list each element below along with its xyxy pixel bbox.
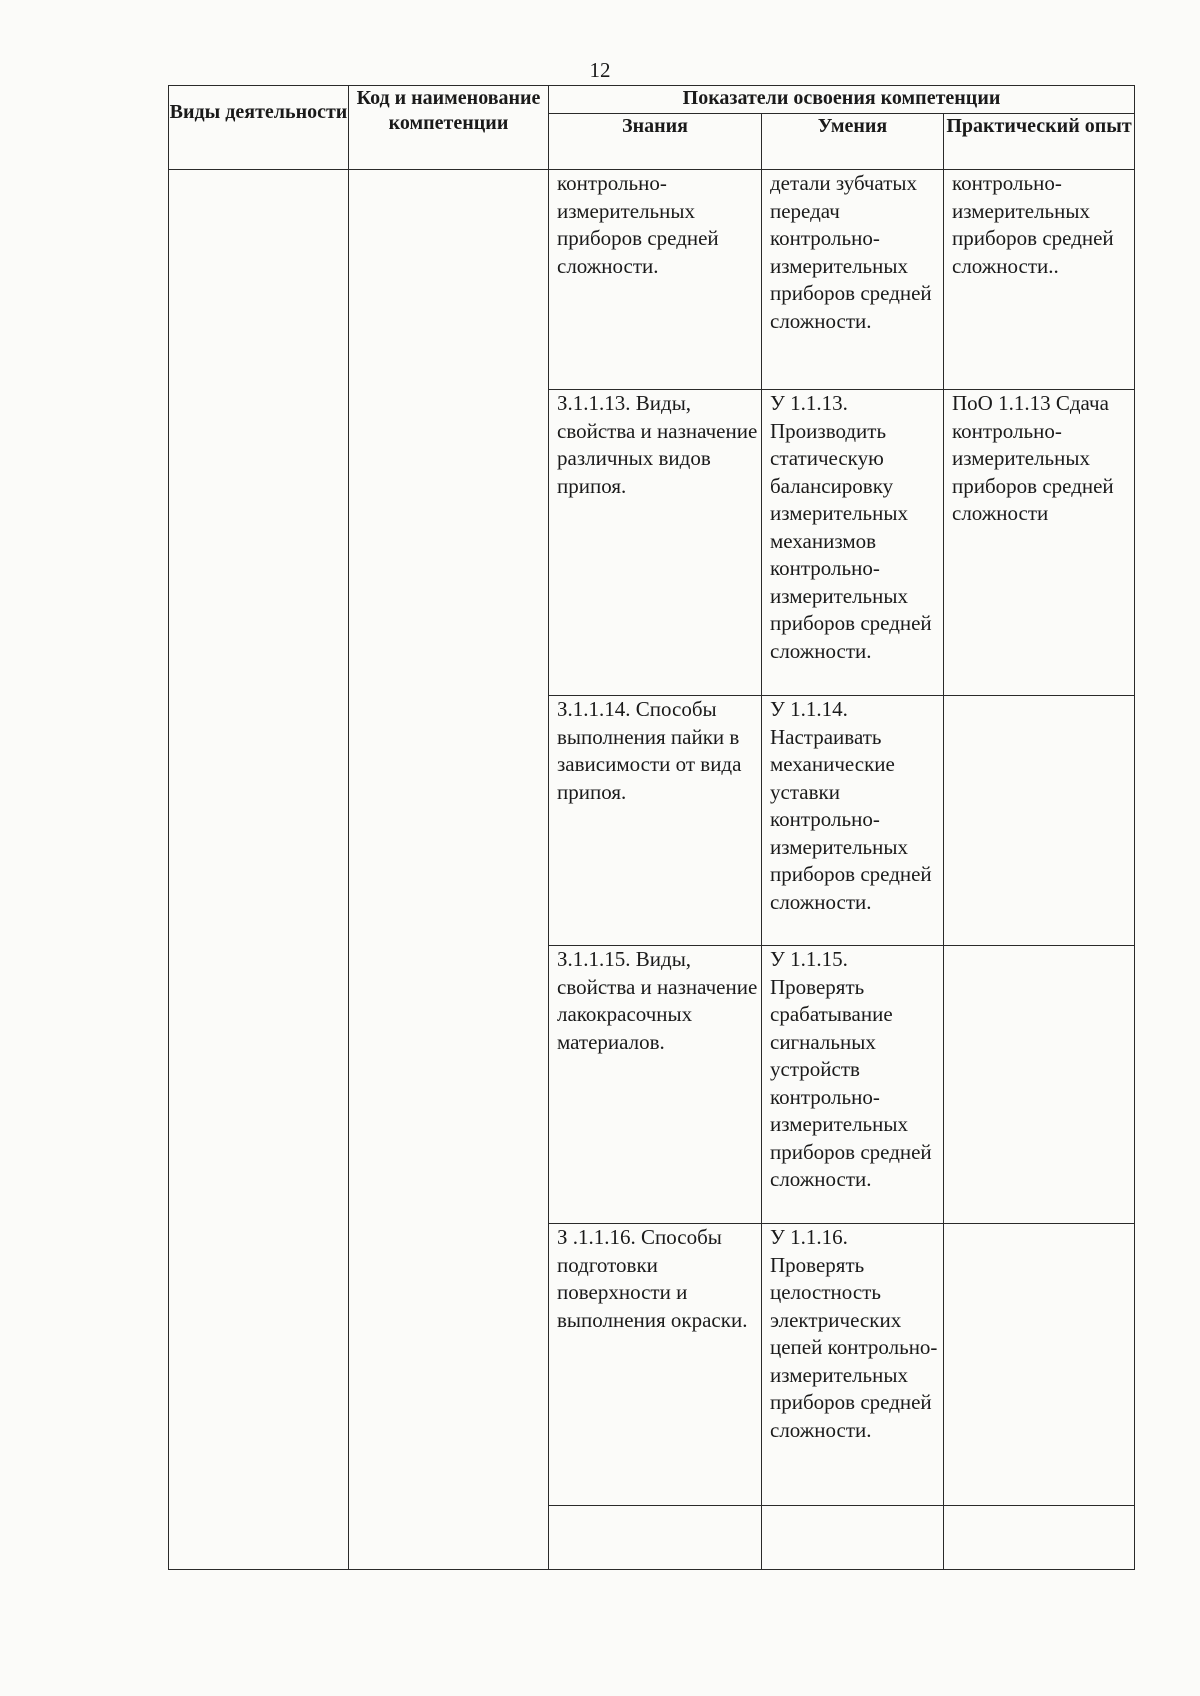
knowledge-cell: З .1.1.16. Способы подготовки поверхности и выполнения окраски. bbox=[549, 1224, 762, 1506]
header-skills: Умения bbox=[762, 114, 944, 170]
knowledge-cell-empty bbox=[549, 1506, 762, 1570]
knowledge-cell: контрольно-измерительных приборов средней сложности. bbox=[549, 170, 762, 390]
experience-cell: контрольно-измерительных приборов средней сложности.. bbox=[944, 170, 1135, 390]
competence-cell bbox=[349, 170, 549, 1570]
skills-cell: У 1.1.13. Производить статическую балансировку измерительных механизмов контрольно-измерительных приборов средней сложности. bbox=[762, 390, 944, 696]
experience-cell bbox=[944, 696, 1135, 946]
skills-cell: У 1.1.14. Настраивать механические уставки контрольно-измерительных приборов средней сложности. bbox=[762, 696, 944, 946]
header-knowledge: Знания bbox=[549, 114, 762, 170]
experience-cell-empty bbox=[944, 1506, 1135, 1570]
knowledge-cell: З.1.1.13. Виды, свойства и назначение различных видов припоя. bbox=[549, 390, 762, 696]
skills-cell: У 1.1.16. Проверять целостность электрических цепей контрольно-измерительных приборов средней сложности. bbox=[762, 1224, 944, 1506]
skills-cell: У 1.1.15. Проверять срабатывание сигнальных устройств контрольно-измерительных приборов средней сложности. bbox=[762, 946, 944, 1224]
activity-cell bbox=[169, 170, 349, 1570]
knowledge-cell: З.1.1.14. Способы выполнения пайки в зависимости от вида припоя. bbox=[549, 696, 762, 946]
header-experience: Практический опыт bbox=[944, 114, 1135, 170]
skills-cell: детали зубчатых передач контрольно-измерительных приборов средней сложности. bbox=[762, 170, 944, 390]
experience-cell: ПоО 1.1.13 Сдача контрольно-измерительных приборов средней сложности bbox=[944, 390, 1135, 696]
experience-cell bbox=[944, 1224, 1135, 1506]
knowledge-cell: З.1.1.15. Виды, свойства и назначение лакокрасочных материалов. bbox=[549, 946, 762, 1224]
competence-table bbox=[168, 85, 1135, 1570]
experience-cell bbox=[944, 946, 1135, 1224]
table-row bbox=[169, 170, 1135, 390]
skills-cell-empty bbox=[762, 1506, 944, 1570]
page-number: 12 bbox=[589, 58, 611, 82]
header-competence: Код и наименование компетенции bbox=[349, 86, 549, 170]
header-activity: Виды деятельности bbox=[169, 86, 349, 170]
header-indicators: Показатели освоения компетенции bbox=[549, 86, 1135, 114]
